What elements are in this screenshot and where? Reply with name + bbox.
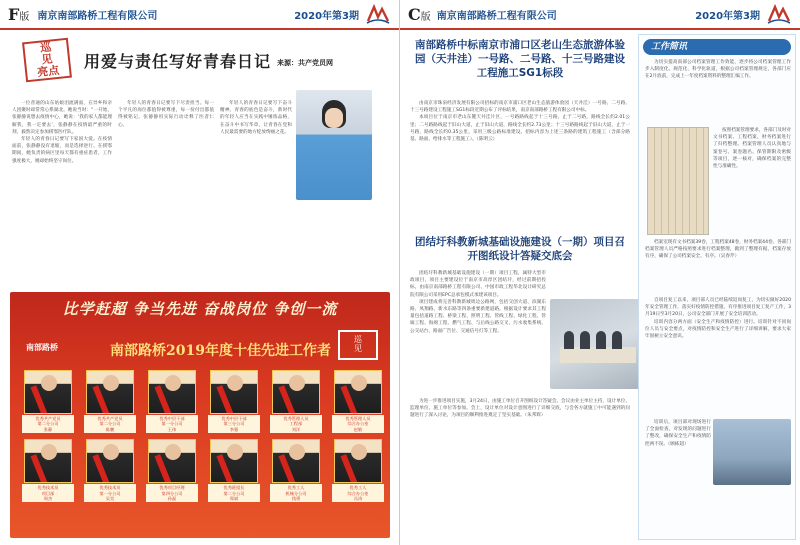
issue-label: 2020年第3期 — [695, 10, 760, 22]
worker-card — [22, 370, 74, 433]
worker-card — [146, 370, 198, 433]
honor-banner — [10, 292, 390, 538]
article-title: 用爱与责任写好青春日记 — [84, 51, 272, 71]
archive-text-intro: 为切实提高南部公司档案管理工作效能，逐步将公司档案管理工作步入制度化、规范化、科学化轨道，根据公司档案管理规定，各部门应在2月底前，完成上一年度档案资料的整理汇编工作。 — [645, 60, 791, 80]
worker-caption: 优秀管理人员 工程部 刘洋 — [270, 415, 322, 433]
worker-caption: 优秀共产党员 第二分公司 陈鹏 — [84, 415, 136, 433]
worker-card — [332, 439, 384, 502]
company-logo-icon — [365, 3, 391, 25]
article-header — [0, 30, 399, 84]
issue-label: 2020年第3期 — [294, 10, 359, 22]
worker-caption: 优秀共产党员 第二分公司 张静 — [22, 415, 74, 433]
worker-photo — [148, 370, 196, 414]
work-news-sidebar — [638, 34, 796, 540]
worker-caption: 优秀技术员 第一分公司 吴昊 — [84, 484, 136, 502]
masthead-right — [400, 0, 800, 30]
portrait-photo — [296, 90, 372, 200]
worker-caption: 优秀工人 综合办公室 冯涛 — [332, 484, 384, 502]
worker-card — [208, 439, 260, 502]
worker-caption: 优秀中层干部 第一分公司 王伟 — [146, 415, 198, 433]
worker-photo — [334, 439, 382, 483]
headline-bid-win: 南部路桥中标南京市浦口区老山生态旅游体验园（天井洼）一号路、二号路、十三号路建设工程施工SG1标段 — [415, 39, 625, 79]
worker-caption: 优秀班组长 第二分公司 郑斌 — [208, 484, 260, 502]
article-column-3: 年轻人的青春日记要写下奋斗精神。青春的底色是奋斗，新时代的年轻人应当在实践中锤炼品格，在奋斗中书写华章，让青春在党和人民最需要的地方绽放绚丽之花。 — [220, 101, 292, 135]
worker-photo — [86, 439, 134, 483]
worker-caption: 优秀中层干部 第三分公司 李强 — [208, 415, 260, 433]
worker-card — [332, 370, 384, 433]
worker-card — [270, 439, 322, 502]
column-stamp: 巡 见 亮点 — [22, 38, 72, 83]
safety-text-end: 培训后，项目部对现场进行了全面检查，对发现的问题进行了整改，确保安全生产和疫情防控两不误。（顾栋超） — [645, 420, 711, 447]
archive-text-side: 按照档案管理要求，各部门及时对文书档案、工程档案、财务档案进行了归档整理。档案管理人员认真地与案卷号、案卷题名、保管期限及密级等项目，逐一核对，确保档案的完整性与准确性。 — [713, 128, 791, 170]
worker-photo — [86, 370, 134, 414]
right-page — [400, 0, 800, 545]
work-news-title: 工作简讯 — [643, 39, 791, 55]
headline-design-meeting: 团结圩科教新城基础设施建设（一期）项目召开图纸设计答疑交底会 — [415, 236, 625, 262]
worker-card — [22, 439, 74, 502]
article-meeting-text-1: 团结圩科教新城基础设施建设（一期）项目工程，属特大型市政项目，项目主要建设位于南京市高淳区团结圩，经过前期招投标，由南京南部路桥工程有限公司、中国市政工程华北设计研究总院有限公司采用EPC总承包模式承建该项目。 项目建成将完善科教新城周边公路网，包括交创大道、滨湖东路、凤翔路、新水东路等四条重要新建道路。根据设计要求其工程量包括道路工程、桥梁工程、照明工程、管线工程、绿化工程、管廊工程、海绵工程、燃气工程、与后线公路交叉、污水收集系统、公交站台、路面广告位、交通信号灯等工程。 — [410, 271, 546, 334]
archive-photo — [647, 127, 709, 235]
article-column-1: 一位普通的山东姑娘泪流满面，在异乡和亲人团聚时却常常心系湖北。她说当时：“一开始，张静静说想去疫情中心，她说：‘我的家人都能理解我，我一定要去’，张静静在疫情最严重的时刻，毅然决定参加援鄂医疗队。 年轻人的青春日记要写下家国大爱。在疫情面前，张静静没有退缩，而是选择逆行。在援鄂期间，她负责的病区里每天都有重症患者，工作强度极大，她却始终坚守岗位。 — [12, 101, 112, 164]
edition-label: F版 — [8, 4, 30, 24]
article-source: 来源：共产党员网 — [277, 59, 334, 67]
article-meeting-text-2: 为进一步推进项目实施，3月24日，由施工单位召开图纸设计答疑会。会议由业主单位主持，设计单位、监理单位、施工单位等参加。会上，设计单位对设计意图进行了详细交底，与会各方就施工中可能遇到的问题进行了深入讨论，为项目的顺利推进奠定了坚实基础。（朱邦辉） — [410, 399, 630, 419]
article-column-2: 年轻人的青春日记要写下尽责担当。每一个平凡的岗位都值得被尊重，每一份付出都值得被铭记。张静静用实际行动诠释了医者仁心。 — [118, 101, 214, 128]
safety-training-photo — [713, 419, 791, 485]
worker-card — [270, 370, 322, 433]
workers-grid — [22, 370, 378, 502]
worker-photo — [24, 439, 72, 483]
masthead-left — [0, 0, 399, 30]
worker-card — [208, 370, 260, 433]
meeting-photo — [550, 299, 645, 389]
worker-photo — [210, 370, 258, 414]
banner-stamp: 巡 见 — [338, 330, 378, 360]
worker-photo — [334, 370, 382, 414]
worker-card — [84, 370, 136, 433]
worker-photo — [148, 439, 196, 483]
worker-photo — [210, 439, 258, 483]
banner-company-logo: 南部路桥 — [26, 343, 58, 352]
banner-title: 南部路桥2019年度十佳先进工作者 — [110, 343, 331, 359]
banner-slogan: 比学赶超 争当先进 奋战岗位 争创一流 — [62, 300, 338, 318]
article-bid-text: 由南京市珠泉经济发展有限公司招标的南京市浦口区老山生态旅游体验园（天井洼）一号路、二号路、十三号路建设工程施工SG1标段近期公布了评标结果，南京南部路桥工程有限公司中标。 本项目位于南京市老山东麓天井洼片区，一号路路线起于十三号路，止于二号路，路线全长约2.01公里；二号路路线起于旧山大道，止于旧山大道，路线全长约2.73公里；十三号路路线起于旧山大道，止于一号路，路线全长约0.35公里。采用三级公路标准建设。招标内容为上述三条路的建筑工程施工（含部分路基、路面、给排水等工程施工）。（陈明云） — [410, 101, 630, 143]
worker-photo — [272, 439, 320, 483]
worker-card — [146, 439, 198, 502]
worker-caption: 优秀项目经理 第四分公司 孙磊 — [146, 484, 198, 502]
worker-photo — [24, 370, 72, 414]
paper-name: 南京南部路桥工程有限公司 — [37, 10, 158, 22]
company-logo-icon — [766, 3, 792, 25]
safety-text-intro: 自项目复工以来，项目部人员已经陆续返岗复工，为切实做好2020年安全管理工作，落实好疫情防控措施，有序推进项目复工复产工作，3月19日至3月20日，公司安全部门开展了安全培训活动。 培训内容分两方面（安全生产和疫情防控）进行。培训针对不同岗位人员与安全要点，对疫情防控和安全生产进行了详细讲解，要求大家牢固树立安全意识。 — [645, 298, 791, 340]
archive-text-end: 档案室现有文书档案39卷，工程档案48卷，财务档案44卷。各部门档案管理人员严格按照要求进行档案整理，做到了整理有据，档案存放有序，确保了公司档案安全、有序。（吴春芹） — [645, 240, 791, 260]
worker-caption: 优秀工人 机械分公司 钱勇 — [270, 484, 322, 502]
worker-photo — [272, 370, 320, 414]
worker-caption: 优秀技术员 项目部 周杰 — [22, 484, 74, 502]
paper-name: 南京南部路桥工程有限公司 — [436, 10, 557, 22]
worker-card — [84, 439, 136, 502]
edition-label: C版 — [408, 4, 431, 24]
worker-caption: 优秀管理人员 综合办公室 赵敏 — [332, 415, 384, 433]
